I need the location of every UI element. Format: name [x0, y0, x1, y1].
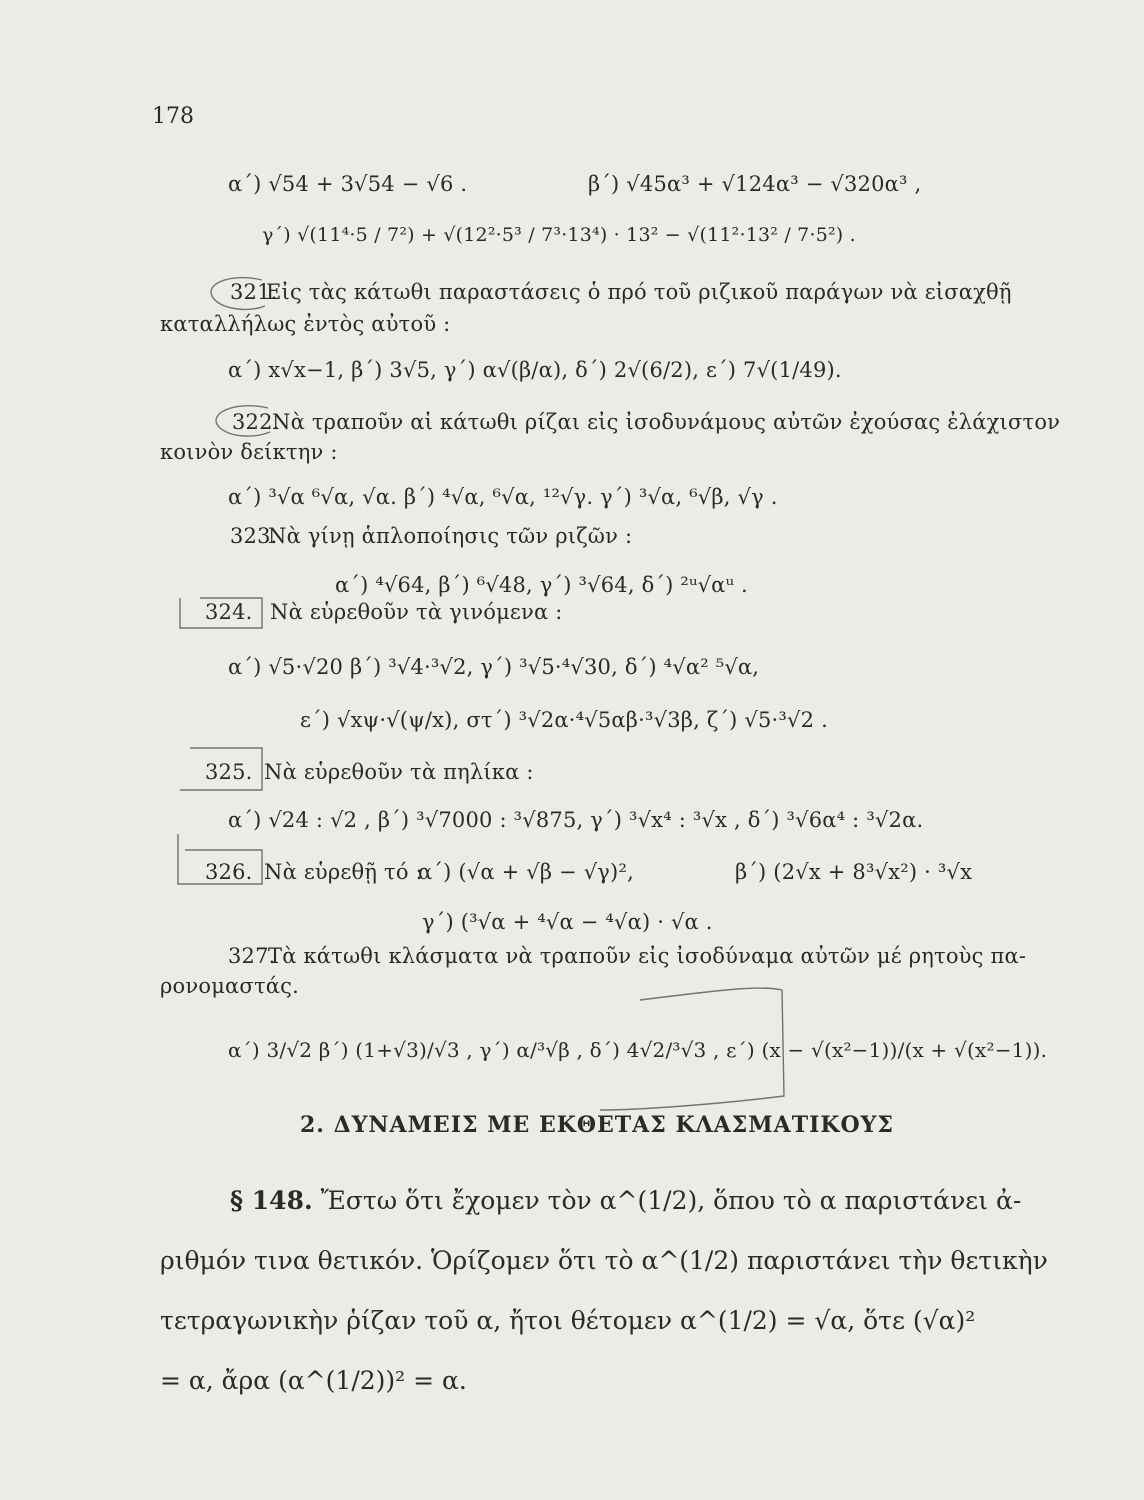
ex324-items-2: ε΄) √xψ·√(ψ/x), στ΄) ³√2α·⁴√5αβ·³√3β, ζ΄) √5·³√2 . — [300, 708, 828, 732]
ex323-number: 323. — [230, 524, 278, 548]
section-148-line-1 — [230, 1186, 1021, 1215]
ex321-number: 321. — [230, 280, 278, 304]
ex326-text: Νὰ εὑρεθῇ τό : — [264, 860, 423, 884]
ex322-text: Νὰ τραποῦν αἱ κάτωθι ρίζαι εἰς ἰσοδυνάμους αὐτῶν ἐχούσας ἐλάχιστον — [272, 410, 1061, 434]
ex326-a: α΄) (√α + √β − √γ)², — [418, 860, 634, 884]
section-148-number: § 148. — [230, 1186, 313, 1215]
ex327-items: α΄) 3/√2 β΄) (1+√3)/√3 , γ΄) α/³√β , δ΄) 4√2/³√3 , ε΄) (x − √(x²−1))/(x + √(x²−1)). — [228, 1038, 1048, 1062]
ex325-items: α΄) √24 : √2 , β΄) ³√7000 : ³√875, γ΄) ³√x⁴ : ³√x , δ΄) ³√6α⁴ : ³√2α. — [228, 808, 924, 832]
ex322-number: 322. — [232, 410, 280, 434]
section-148-line-2: ριθμόν τινα θετικόν. Ὁρίζομεν ὅτι τὸ α^(1/2) παριστάνει τὴν θετικὴν — [160, 1246, 1048, 1275]
ex320-c: γ΄) √(11⁴·5 / 7²) + √(12²·5³ / 7³·13⁴) · 13² − √(11²·13² / 7·5²) . — [262, 224, 856, 246]
ex321-items: α΄) x√x−1, β΄) 3√5, γ΄) α√(β/α), δ΄) 2√(6/2), ε΄) 7√(1/49). — [228, 358, 842, 382]
ex323-items: α΄) ⁴√64, β΄) ⁶√48, γ΄) ³√64, δ΄) ²ᵘ√αᵘ . — [335, 573, 748, 597]
section-148-line-4: = α, ἄρα (α^(1/2))² = α. — [160, 1366, 467, 1395]
ex326-b: β΄) (2√x + 8³√x²) · ³√x — [735, 860, 973, 884]
ex320-b: β΄) √45α³ + √124α³ − √320α³ , — [588, 172, 922, 196]
page-number: 178 — [152, 104, 194, 129]
ex327-number: 327. — [228, 944, 276, 968]
ex324-text: Νὰ εὑρεθοῦν τὰ γινόμενα : — [270, 600, 563, 624]
ex323-text: Νὰ γίνῃ ἁπλοποίησις τῶν ριζῶν : — [268, 524, 633, 548]
section-148-text-1: Ἔστω ὅτι ἔχομεν τὸν α^(1/2), ὅπου τὸ α παριστάνει ἀ- — [320, 1186, 1022, 1215]
ex320-a: α΄) √54 + 3√54 − √6 . — [228, 172, 468, 196]
ex324-number: 324. — [205, 600, 253, 624]
ex322-items: α΄) ³√α ⁶√α, √α. β΄) ⁴√α, ⁶√α, ¹²√γ. γ΄) ³√α, ⁶√β, √γ . — [228, 485, 778, 509]
ex322-text-cont: κοινὸν δείκτην : — [160, 440, 338, 464]
ex321-text-cont: καταλλήλως ἐντὸς αὐτοῦ : — [160, 312, 451, 336]
ex325-number: 325. — [205, 760, 253, 784]
section-title: 2. ΔΥΝΑΜΕΙΣ ΜΕ ΕΚΘΕΤΑΣ ΚΛΑΣΜΑΤΙΚΟΥΣ — [300, 1112, 894, 1138]
ex325-text: Νὰ εὑρεθοῦν τὰ πηλίκα : — [264, 760, 534, 784]
ex324-items-1: α΄) √5·√20 β΄) ³√4·³√2, γ΄) ³√5·⁴√30, δ΄) ⁴√α² ⁵√α, — [228, 655, 760, 679]
ex321-text: Εἰς τὰς κάτωθι παραστάσεις ὁ πρό τοῦ ριζικοῦ παράγων νὰ εἰσαχθῇ — [266, 280, 1012, 304]
ex327-text: Τὰ κάτωθι κλάσματα νὰ τραποῦν εἰς ἰσοδύναμα αὐτῶν μέ ρητοὺς πα- — [268, 944, 1027, 968]
ex326-c: γ΄) (³√α + ⁴√α − ⁴√α) · √α . — [422, 910, 713, 934]
ex327-text-cont: ρονομαστάς. — [160, 974, 299, 998]
ex326-number: 326. — [205, 860, 253, 884]
section-148-line-3: τετραγωνικὴν ῥίζαν τοῦ α, ἤτοι θέτομεν α^(1/2) = √α, ὅτε (√α)² — [160, 1306, 976, 1335]
